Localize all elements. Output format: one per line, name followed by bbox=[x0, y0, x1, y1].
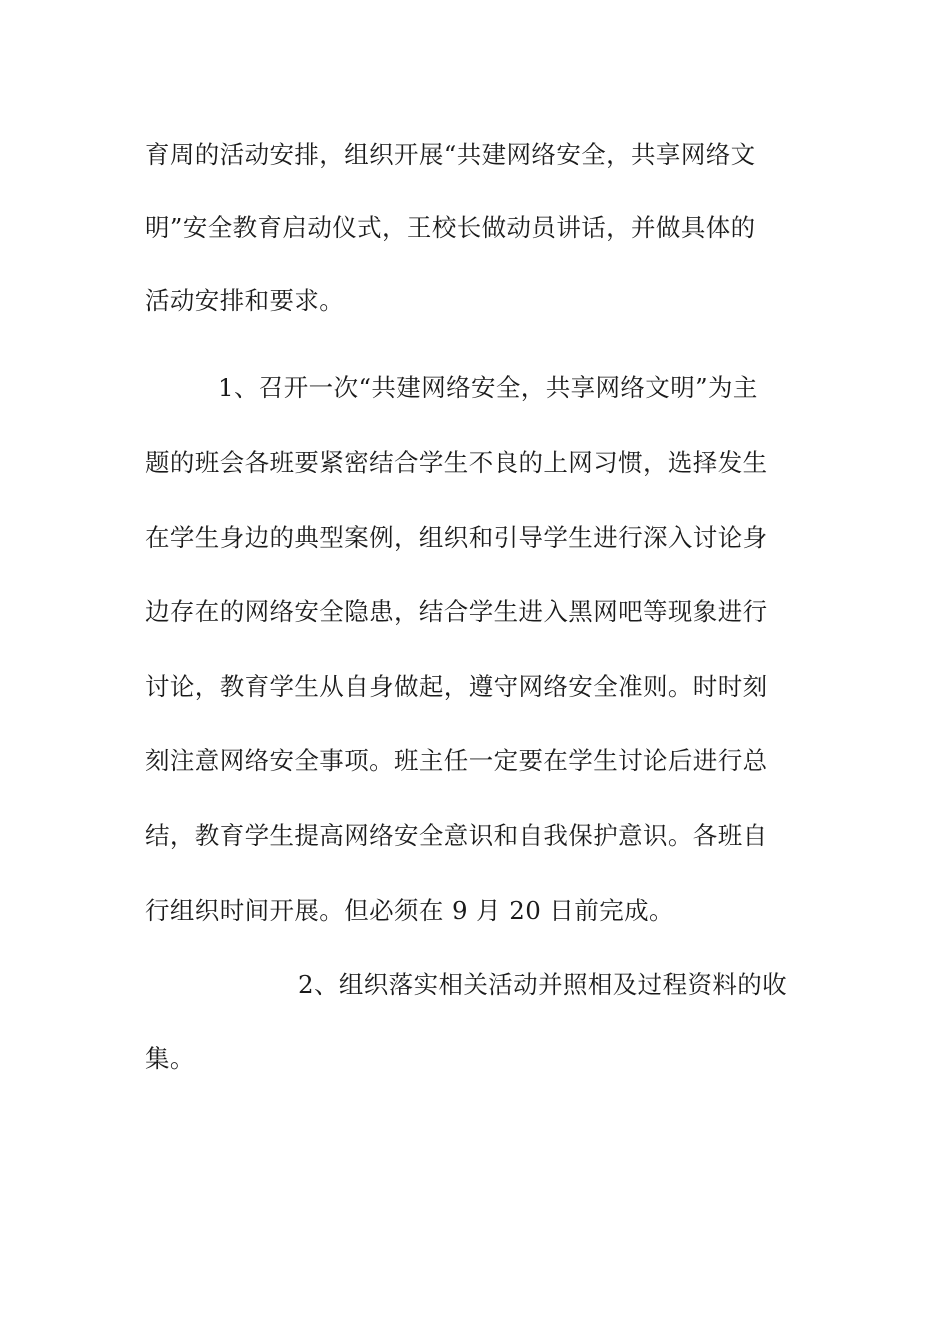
text-line: 刻注意网络安全事项。班主任一定要在学生讨论后进行总 bbox=[145, 746, 768, 775]
text-line: 在学生身边的典型案例，组织和引导学生进行深入讨论身 bbox=[145, 523, 768, 552]
text-line: 1、召开一次“共建网络安全，共享网络文明”为主 bbox=[218, 373, 758, 402]
text-line: 育周的活动安排，组织开展“共建网络安全，共享网络文 bbox=[145, 140, 756, 169]
text-line: 行组织时间开展。但必须在 9 月 20 日前完成。 bbox=[145, 896, 674, 925]
text-line: 集。 bbox=[145, 1044, 195, 1073]
text-line: 题的班会各班要紧密结合学生不良的上网习惯，选择发生 bbox=[145, 448, 768, 477]
text-line: 边存在的网络安全隐患，结合学生进入黑网吧等现象进行 bbox=[145, 597, 768, 626]
text-line: 结，教育学生提高网络安全意识和自我保护意识。各班自 bbox=[145, 821, 768, 850]
text-line: 明”安全教育启动仪式，王校长做动员讲话，并做具体的 bbox=[145, 213, 756, 242]
text-line: 讨论，教育学生从自身做起，遵守网络安全准则。时时刻 bbox=[145, 672, 768, 701]
text-line: 2、组织落实相关活动并照相及过程资料的收 bbox=[298, 970, 788, 999]
text-line: 活动安排和要求。 bbox=[145, 286, 345, 315]
